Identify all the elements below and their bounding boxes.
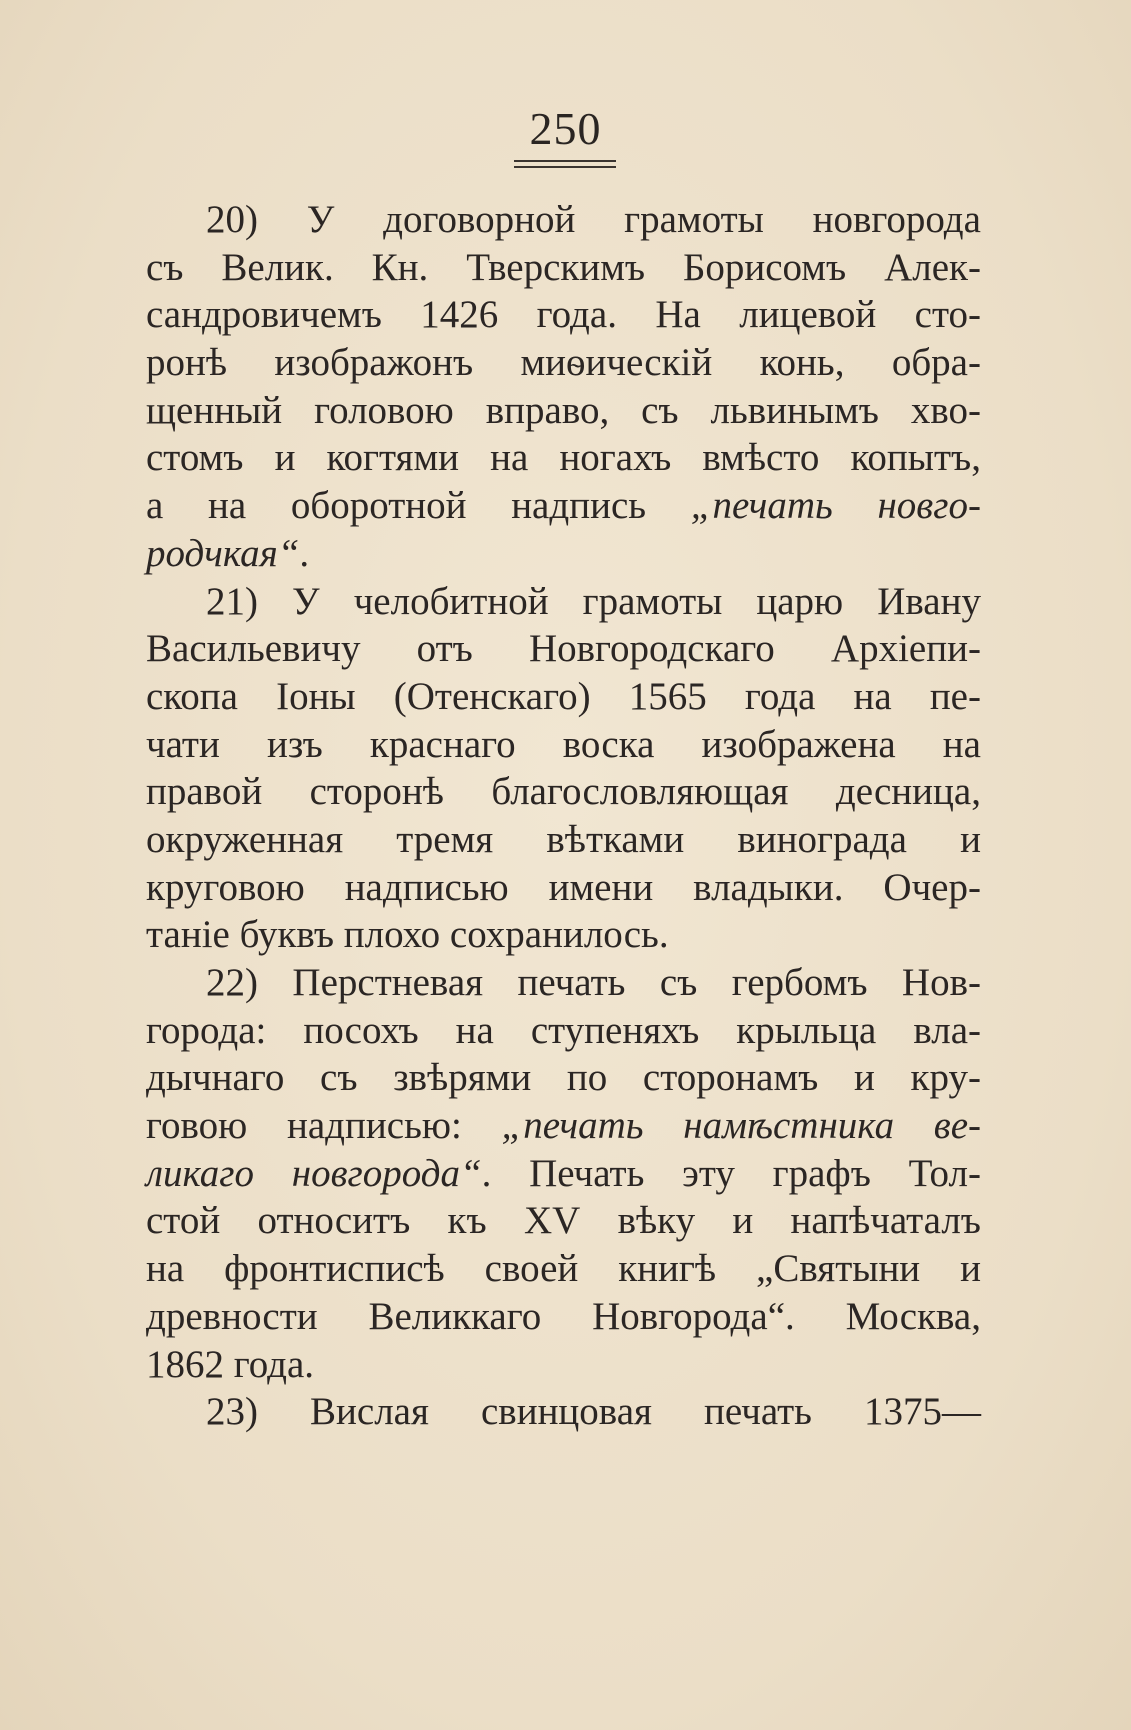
text-word: по xyxy=(566,1056,608,1100)
text-word: щенный xyxy=(146,388,283,432)
text-word: свинцовая xyxy=(480,1390,652,1434)
text-word: Архіепи- xyxy=(830,627,981,671)
text-line xyxy=(146,1007,981,1055)
text-word: правой xyxy=(146,770,263,814)
text-word: изображена xyxy=(701,722,896,766)
text-word: надписью xyxy=(344,865,509,909)
text-word: печать xyxy=(517,961,626,1004)
text-word: надписью: xyxy=(287,1104,462,1148)
text-word: Великкаго xyxy=(368,1294,542,1338)
text-word: печать xyxy=(704,1390,812,1434)
text-word: „печать xyxy=(501,1104,644,1148)
text-word: лицевой xyxy=(739,293,877,337)
text-word: плохо xyxy=(343,913,441,957)
text-word: конь, xyxy=(759,341,845,385)
text-word: пе- xyxy=(929,674,981,718)
text-word: 21) xyxy=(206,579,258,623)
text-word: Іоны xyxy=(276,674,356,718)
text-line xyxy=(146,1388,981,1436)
text-word: Тверскимъ xyxy=(466,245,646,289)
text-word: окруженная xyxy=(146,817,344,861)
text-word: грамоты xyxy=(582,579,723,623)
text-word xyxy=(146,530,309,578)
text-word: Велик. xyxy=(221,245,334,289)
text-line xyxy=(146,578,981,626)
text-word: относитъ xyxy=(257,1199,411,1243)
text-word: (Отенскаго) xyxy=(393,674,591,718)
text-word: изъ xyxy=(266,722,323,766)
text-word: года. xyxy=(233,1342,315,1386)
text-line xyxy=(146,530,981,578)
text-word: грамоты xyxy=(624,198,764,241)
text-line xyxy=(146,625,981,673)
text-word: новго- xyxy=(877,484,981,528)
text-word: отъ xyxy=(416,627,473,671)
text-word: чати xyxy=(146,722,220,766)
text-word: Перстневая xyxy=(292,961,484,1004)
text-word: Тол- xyxy=(908,1151,981,1195)
text-word: надпись xyxy=(511,484,647,528)
text-line xyxy=(146,864,981,912)
text-line xyxy=(146,911,981,959)
text-word: съ xyxy=(659,961,698,1004)
text-word: эту xyxy=(682,1151,735,1195)
text-line xyxy=(146,196,981,244)
text-word: на xyxy=(942,722,981,766)
text-word: на xyxy=(455,1008,494,1052)
text-word: царю xyxy=(756,579,844,623)
text-word: и xyxy=(732,1199,754,1243)
text-word: крыльца xyxy=(736,1008,877,1052)
text-line xyxy=(146,339,981,387)
text-word: XV xyxy=(523,1199,581,1243)
text-word: Очер- xyxy=(883,865,981,909)
text-word: и xyxy=(274,436,296,480)
text-word: съ xyxy=(146,245,184,289)
text-word: когтями xyxy=(326,436,460,480)
text-word: съ xyxy=(641,388,679,432)
text-word: говою xyxy=(146,1104,248,1148)
text-word: На xyxy=(655,293,701,337)
text-word xyxy=(292,1150,492,1198)
text-word: Вислая xyxy=(310,1390,429,1434)
text-word: сторонѣ xyxy=(309,770,444,814)
text-word: головою xyxy=(314,388,454,432)
text-line xyxy=(146,291,981,339)
text-word: ронѣ xyxy=(146,341,228,385)
text-word: Москва, xyxy=(845,1294,981,1338)
text-word: Новгорода“. xyxy=(592,1294,795,1338)
text-word: вмѣсто xyxy=(702,436,820,480)
text-word: сторонамъ xyxy=(642,1056,819,1100)
text-line xyxy=(146,387,981,435)
text-word: Нов- xyxy=(901,961,981,1004)
text-word: таніе xyxy=(146,913,230,957)
text-word: 1375— xyxy=(864,1390,981,1434)
text-word: „Святыни xyxy=(756,1247,921,1291)
text-word: родчкая“ xyxy=(146,531,300,575)
text-word: Васильевичу xyxy=(146,627,361,671)
text-word: своей xyxy=(484,1247,579,1291)
text-word: ликаго xyxy=(146,1151,254,1195)
text-line xyxy=(146,1245,981,1293)
text-word: 23) xyxy=(206,1390,258,1434)
page-number-rule-second xyxy=(514,166,616,168)
text-word: Кн. xyxy=(371,245,429,289)
text-word: стой xyxy=(146,1199,221,1243)
text-word: и xyxy=(853,1056,875,1100)
text-word: года xyxy=(744,674,816,718)
text-word: на xyxy=(208,484,247,528)
text-word: буквъ xyxy=(239,913,335,957)
text-word: гербомъ xyxy=(731,961,868,1004)
text-word: новгорода xyxy=(812,198,981,241)
text-word: вла- xyxy=(913,1008,981,1052)
text-word: на xyxy=(853,674,892,718)
text-word: 22) xyxy=(206,961,258,1004)
text-word: дычнаго xyxy=(146,1056,285,1100)
text-word: договорной xyxy=(383,198,576,241)
text-word: обра- xyxy=(891,341,981,385)
text-word: къ xyxy=(447,1199,487,1243)
text-line xyxy=(146,1054,981,1102)
text-line xyxy=(146,1150,981,1198)
text-word: Алек- xyxy=(884,245,981,289)
text-line xyxy=(146,816,981,864)
page-body-text xyxy=(146,196,981,1436)
page-number: 250 xyxy=(529,103,602,154)
text-word: древности xyxy=(146,1294,318,1338)
text-word: графъ xyxy=(772,1151,871,1195)
text-word: хво- xyxy=(910,388,981,432)
text-word: новгорода“ xyxy=(291,1151,482,1195)
text-word: благословляющая xyxy=(491,770,789,814)
text-line xyxy=(146,768,981,816)
text-word: на xyxy=(490,436,529,480)
text-word: съ xyxy=(320,1056,358,1100)
text-word: вѣтками xyxy=(546,817,685,861)
text-word: фронтисписѣ xyxy=(224,1247,445,1291)
text-word: У xyxy=(292,579,320,623)
text-word: посохъ xyxy=(303,1008,419,1052)
text-line xyxy=(146,1197,981,1245)
text-word: скопа xyxy=(146,674,238,718)
text-word: оборотной xyxy=(290,484,467,528)
text-word: 1862 xyxy=(146,1342,224,1386)
text-word: кру- xyxy=(910,1056,981,1100)
text-word: миѳическій xyxy=(520,341,713,385)
text-word: и xyxy=(960,817,981,861)
text-word: Борисомъ xyxy=(682,245,847,289)
text-word: года. xyxy=(536,293,617,337)
text-word: сандровичемъ xyxy=(146,293,382,337)
text-word: звѣрями xyxy=(393,1056,532,1100)
text-word: вѣку xyxy=(617,1199,696,1243)
text-line xyxy=(146,244,981,292)
text-word: 1426 xyxy=(420,293,499,337)
text-word: имени xyxy=(548,865,654,909)
text-word: тремя xyxy=(396,817,494,861)
text-line xyxy=(146,959,981,1007)
text-line xyxy=(146,1341,981,1389)
text-line xyxy=(146,1102,981,1150)
text-word: изображонъ xyxy=(274,341,474,385)
text-word: сохранилось. xyxy=(449,913,669,957)
text-word: города: xyxy=(146,1008,267,1052)
text-word: ногахъ xyxy=(559,436,672,480)
page-number-rule xyxy=(514,160,616,162)
text-word: „печать xyxy=(690,484,833,528)
text-word: вправо, xyxy=(485,388,610,432)
text-word: . xyxy=(481,1151,492,1195)
text-line xyxy=(146,1293,981,1341)
text-word: владыки. xyxy=(693,865,844,909)
text-word: челобитной xyxy=(353,579,549,623)
text-line xyxy=(146,721,981,769)
text-word: десница, xyxy=(835,770,981,814)
text-word: У xyxy=(306,198,335,241)
text-word: львинымъ xyxy=(710,388,879,432)
text-word: намѣстника xyxy=(683,1104,895,1148)
text-word: воска xyxy=(562,722,655,766)
text-line xyxy=(146,673,981,721)
text-word: круговою xyxy=(146,865,305,909)
text-word: ступеняхъ xyxy=(530,1008,700,1052)
text-word: ве- xyxy=(933,1104,981,1148)
text-line xyxy=(146,434,981,482)
text-word: а xyxy=(146,484,164,528)
text-word: краснаго xyxy=(369,722,516,766)
text-word: Печать xyxy=(529,1151,645,1195)
text-word: 1565 xyxy=(628,674,707,718)
text-line xyxy=(146,482,981,530)
text-word: винограда xyxy=(737,817,907,861)
text-word: 20) xyxy=(206,198,258,241)
text-word: сто- xyxy=(914,293,981,337)
text-word: . xyxy=(299,531,310,575)
text-word: стомъ xyxy=(146,436,244,480)
text-word: Ивану xyxy=(877,579,981,623)
text-word: копытъ, xyxy=(850,436,981,480)
text-word: напѣчаталъ xyxy=(790,1199,981,1243)
text-word: и xyxy=(960,1247,981,1291)
text-word: книгѣ xyxy=(618,1247,717,1291)
text-word: на xyxy=(146,1247,185,1291)
text-word: Новгородскаго xyxy=(528,627,775,671)
